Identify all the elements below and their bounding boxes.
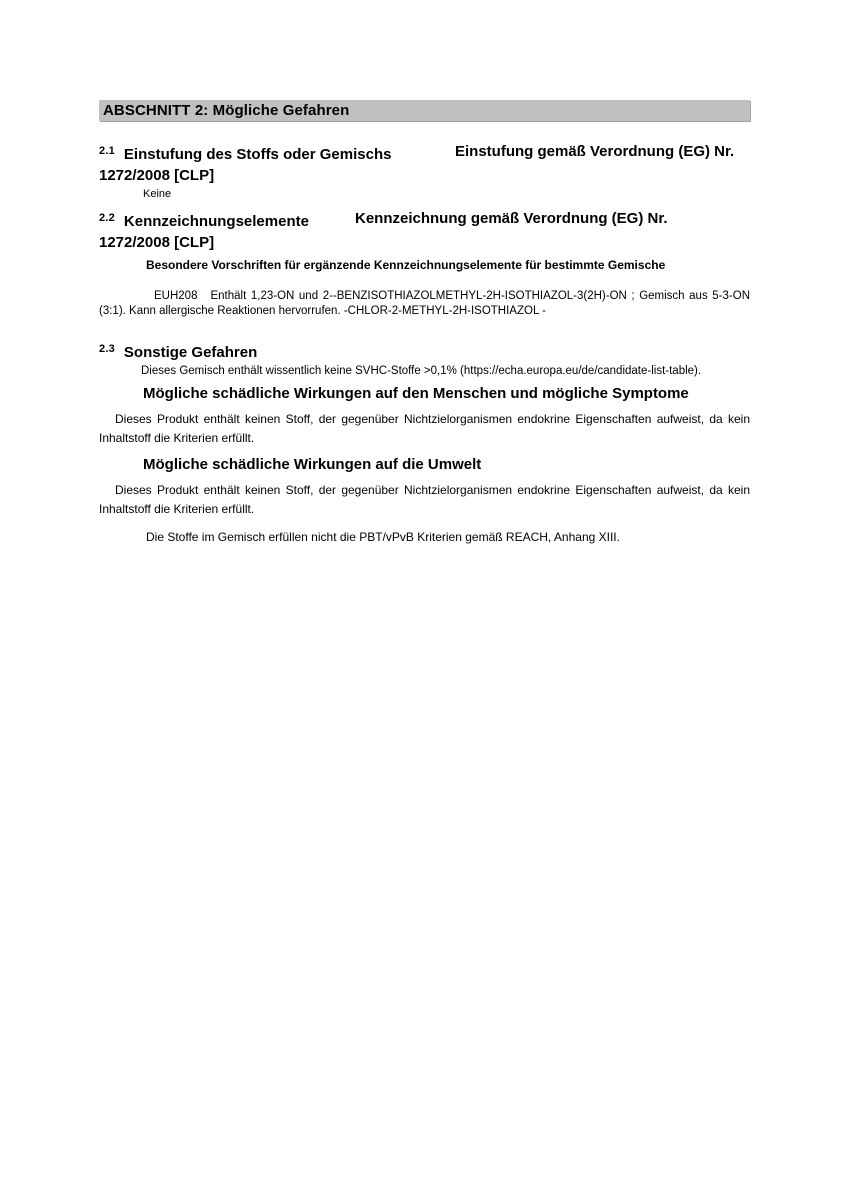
euh-text: Enthält 1,23-ON und 2--BENZISOTHIAZOLMETHYL-2H-ISOTHIAZOL-3(2H)-ON ; Gemisch aus 5-3-ON (3:1). Kann allergische Reaktionen hervorrufen. -CHLOR-2-METHYL-2H-ISOTHIAZOL -	[99, 290, 750, 317]
section-2-1	[99, 141, 750, 202]
section-2-3-number: 2.3	[99, 343, 115, 355]
environment-effects-paragraph: Dieses Produkt enthält keinen Stoff, der gegenüber Nichtzielorganismen endokrine Eigenschaften aufweist, da kein Inhaltstoff die Kriterien erfüllt.	[99, 483, 750, 516]
euh-statement-paragraph	[99, 289, 750, 319]
section-2-1-title-continued: 1272/2008 [CLP]	[99, 167, 215, 184]
human-effects-paragraph: Dieses Produkt enthält keinen Stoff, der gegenüber Nichtzielorganismen endokrine Eigenschaften aufweist, da kein Inhaltstoff die Kriterien erfüllt.	[99, 412, 750, 445]
environment-effects-heading: Mögliche schädliche Wirkungen auf die Umwelt	[143, 456, 482, 473]
special-provisions-subheading: Besondere Vorschriften für ergänzende Kennzeichnungselemente für bestimmte Gemische	[146, 258, 666, 272]
section-2-2-number: 2.2	[99, 212, 115, 224]
section-2-1-title: Einstufung des Stoffs oder Gemischs	[123, 146, 392, 163]
section-2-2	[99, 208, 750, 319]
section-2-1-heading	[99, 141, 750, 165]
section-2-2-title-continued: 1272/2008 [CLP]	[99, 234, 215, 251]
human-effects-heading: Mögliche schädliche Wirkungen auf den Menschen und mögliche Symptome	[143, 385, 689, 402]
svhc-note: Dieses Gemisch enthält wissentlich keine SVHC-Stoffe >0,1% (https://echa.europa.eu/de/candidate-list-table).	[141, 365, 702, 377]
section-2-2-title-right: Kennzeichnung gemäß Verordnung (EG) Nr.	[355, 210, 668, 227]
section-2-2-title: Kennzeichnungselemente	[123, 213, 309, 230]
section-2-3	[99, 339, 750, 545]
section-header-bar	[99, 100, 750, 121]
section-2-content	[99, 100, 750, 545]
section-2-1-number: 2.1	[99, 145, 115, 157]
euh-code: EUH208	[154, 290, 198, 302]
classification-value: Keine	[143, 188, 172, 200]
section-2-1-title-right: Einstufung gemäß Verordnung (EG) Nr.	[455, 143, 735, 160]
section-2-3-title: Sonstige Gefahren	[123, 344, 258, 361]
pbt-vpvb-note: Die Stoffe im Gemisch erfüllen nicht die PBT/vPvB Kriterien gemäß REACH, Anhang XIII.	[146, 530, 620, 544]
section-header-title: ABSCHNITT 2: Mögliche Gefahren	[103, 102, 350, 119]
section-2-2-heading	[99, 208, 750, 232]
section-2-3-heading	[99, 339, 750, 363]
